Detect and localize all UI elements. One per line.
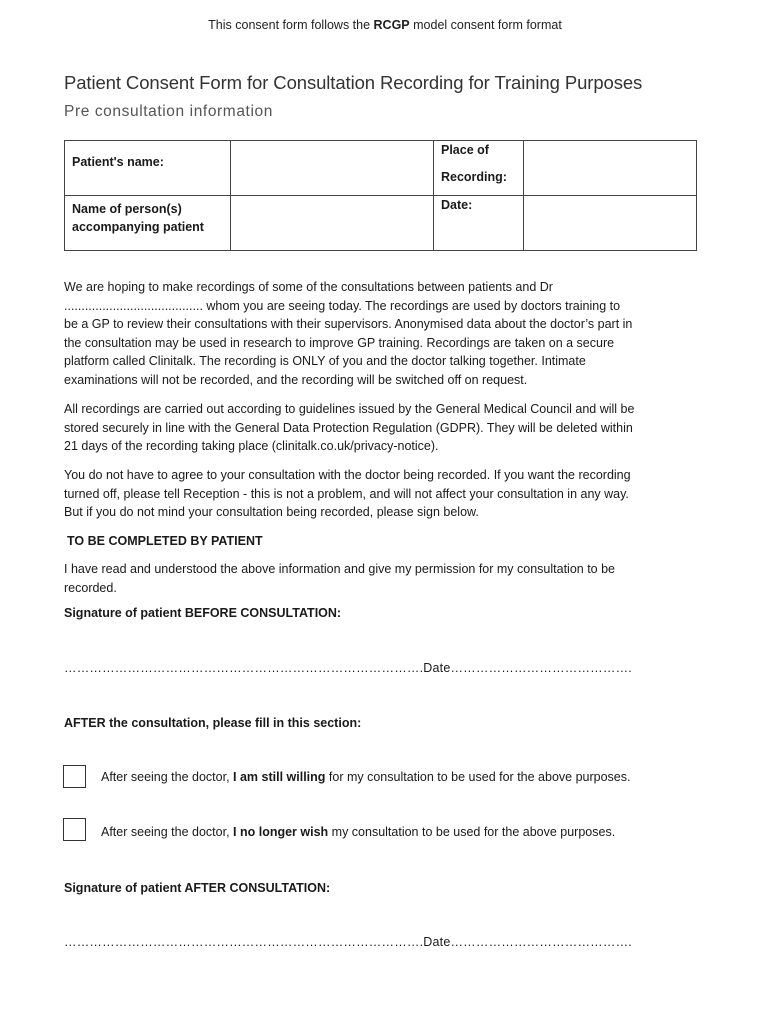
gdpr-line-2: stored securely in line with the General Data Protection Regulation (GDPR). They will be deleted within xyxy=(64,420,633,435)
still-willing-checkbox[interactable] xyxy=(63,765,86,788)
gdpr-line-3: 21 days of the recording taking place (clinitalk.co.uk/privacy-notice). xyxy=(64,439,439,454)
header-note-suffix: model consent form format xyxy=(409,18,562,32)
header-note-prefix: This consent form follows the xyxy=(208,18,374,32)
place-label-line2: Recording: xyxy=(440,170,507,184)
date-field[interactable] xyxy=(523,196,696,251)
signature-before-line[interactable]: ………………………………………………………………………….Date……………………………………. xyxy=(64,661,632,675)
opt-out-line-3: But if you do not mind your consultation being recorded, please sign below. xyxy=(64,505,479,520)
opt-out-line-2: turned off, please tell Reception - this is not a problem, and will not affect your consultation in any way. xyxy=(64,486,629,501)
header-note xyxy=(0,18,770,32)
accompanying-label-cell xyxy=(65,196,231,251)
option2-suffix: my consultation to be used for the above purposes. xyxy=(328,825,616,839)
patient-name-label: Patient's name: xyxy=(72,155,164,169)
still-willing-option xyxy=(101,770,630,784)
intro-line-2: ........................................ whom you are seeing today. The recordings are used by doctors training to xyxy=(64,298,621,313)
accompanying-label-line2: accompanying patient xyxy=(72,220,204,234)
intro-line-6: examinations will not be recorded, and the recording will be switched off on request. xyxy=(64,372,528,387)
patient-name-label-cell xyxy=(65,141,231,196)
gdpr-line-1: All recordings are carried out according to guidelines issued by the General Medical Council and will be xyxy=(64,402,635,416)
signature-after-label: Signature of patient AFTER CONSULTATION: xyxy=(64,881,331,895)
patient-section-heading: TO BE COMPLETED BY PATIENT xyxy=(67,534,263,548)
option2-prefix: After seeing the doctor, xyxy=(101,825,234,839)
intro-line-1: We are hoping to make recordings of some of the consultations between patients and Dr xyxy=(64,280,553,294)
accompanying-field[interactable] xyxy=(231,196,434,251)
gdpr-paragraph xyxy=(64,400,700,456)
place-label-line1: Place of xyxy=(440,143,489,157)
opt-out-paragraph xyxy=(64,466,700,522)
header-note-bold: RCGP xyxy=(373,18,410,32)
intro-paragraph xyxy=(64,278,700,390)
no-longer-wish-checkbox[interactable] xyxy=(63,818,86,841)
consent-statement xyxy=(64,560,700,597)
place-field[interactable] xyxy=(523,141,696,196)
form-title: Patient Consent Form for Consultation Recording for Training Purposes xyxy=(64,72,643,93)
form-subtitle: Pre consultation information xyxy=(64,103,273,120)
consent-line-1: I have read and understood the above information and give my permission for my consultation to be xyxy=(64,562,616,576)
option1-bold: I am still willing xyxy=(233,770,326,784)
option1-prefix: After seeing the doctor, xyxy=(101,770,234,784)
no-longer-wish-option xyxy=(101,825,615,839)
place-label-cell xyxy=(433,141,523,196)
pre-consultation-table xyxy=(64,140,697,251)
accompanying-label-line1: Name of person(s) xyxy=(72,202,182,216)
intro-line-3: be a GP to review their consultations with their supervisors. Anonymised data about the doctor’s part in xyxy=(64,317,633,332)
signature-after-line[interactable]: ………………………………………………………………………….Date……………………………………. xyxy=(64,935,632,949)
date-label-cell xyxy=(433,196,523,251)
after-consultation-heading: AFTER the consultation, please fill in this section: xyxy=(64,716,362,730)
consent-line-2: recorded. xyxy=(64,580,117,595)
option2-bold: I no longer wish xyxy=(233,825,329,839)
intro-line-5: platform called Clinitalk. The recording is ONLY of you and the doctor talking together. Intimate xyxy=(64,354,586,369)
intro-line-4: the consultation may be used in research to improve GP training. Recordings are taken on a secure xyxy=(64,335,615,350)
patient-name-field[interactable] xyxy=(231,141,434,196)
date-label: Date: xyxy=(440,198,473,212)
opt-out-line-1: You do not have to agree to your consultation with the doctor being recorded. If you want the recording xyxy=(64,468,631,482)
signature-before-label: Signature of patient BEFORE CONSULTATION: xyxy=(64,606,342,620)
option1-suffix: for my consultation to be used for the above purposes. xyxy=(325,770,631,784)
